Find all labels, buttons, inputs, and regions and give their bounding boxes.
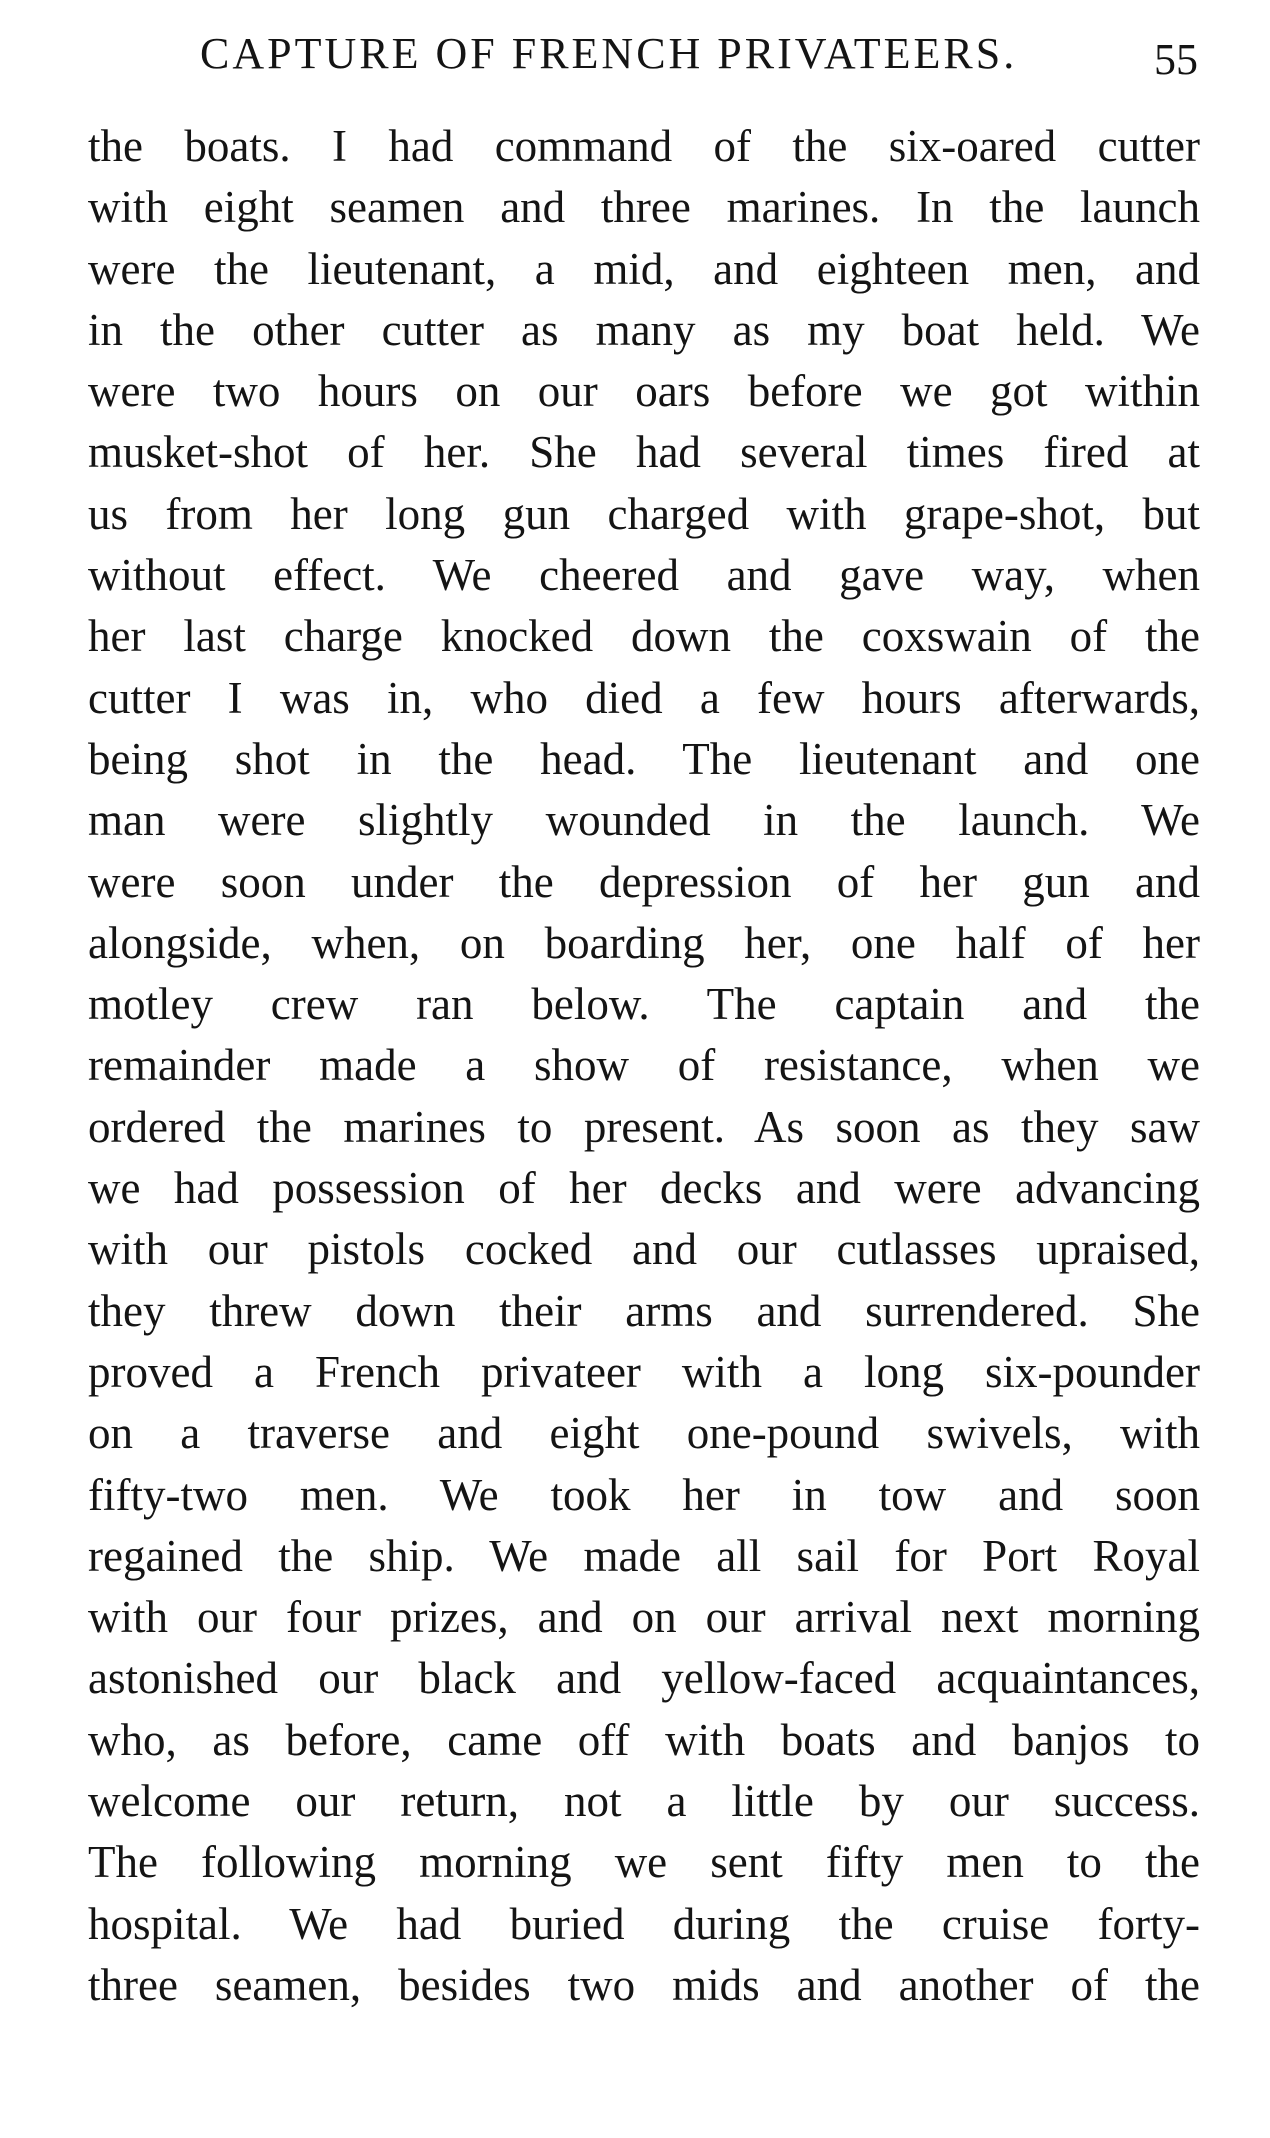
text-line: were the lieutenant, a mid, and eighteen men, and — [88, 243, 1200, 294]
body-text — [88, 116, 1200, 2016]
text-line: with our pistols cocked and our cutlasses upraised, — [88, 1224, 1200, 1275]
text-line: on a traverse and eight one-pound swivels, with — [88, 1408, 1200, 1459]
text-line: her last charge knocked down the coxswain of the — [88, 611, 1200, 662]
running-header — [88, 24, 1198, 84]
text-line: motley crew ran below. The captain and the — [88, 979, 1200, 1030]
text-line: without effect. We cheered and gave way, when — [88, 550, 1200, 601]
text-line: alongside, when, on boarding her, one half of her — [88, 917, 1200, 968]
text-line: they threw down their arms and surrendered. She — [88, 1285, 1200, 1336]
text-line: astonished our black and yellow-faced acquaintances, — [88, 1653, 1200, 1704]
text-line: who, as before, came off with boats and banjos to — [88, 1714, 1200, 1765]
text-line: us from her long gun charged with grape-shot, but — [88, 488, 1200, 539]
text-line: in the other cutter as many as my boat held. We — [88, 304, 1200, 355]
text-line: were soon under the depression of her gun and — [88, 856, 1200, 907]
page-number: 55 — [1154, 35, 1198, 84]
text-line: ordered the marines to present. As soon as they saw — [88, 1101, 1200, 1152]
text-line: fifty-two men. We took her in tow and soon — [88, 1469, 1200, 1520]
text-line: hospital. We had buried during the cruise forty- — [88, 1898, 1200, 1949]
text-line: welcome our return, not a little by our success. — [88, 1776, 1200, 1827]
text-line: cutter I was in, who died a few hours afterwards, — [88, 672, 1200, 723]
text-line: musket-shot of her. She had several times fired at — [88, 427, 1200, 478]
text-line: the boats. I had command of the six-oared cutter — [88, 121, 1200, 171]
text-line: regained the ship. We made all sail for Port Royal — [88, 1530, 1200, 1581]
text-line: with our four prizes, and on our arrival next morning — [88, 1592, 1200, 1643]
text-line: remainder made a show of resistance, when we — [88, 1040, 1200, 1091]
text-line: three seamen, besides two mids and another of the — [88, 1959, 1200, 2010]
text-line: proved a French privateer with a long six-pounder — [88, 1346, 1200, 1397]
text-line: were two hours on our oars before we got within — [88, 366, 1200, 417]
text-line: The following morning we sent fifty men to the — [88, 1837, 1200, 1888]
text-line: being shot in the head. The lieutenant and one — [88, 733, 1200, 784]
text-line: with eight seamen and three marines. In the launch — [88, 182, 1200, 233]
running-title: CAPTURE OF FRENCH PRIVATEERS. — [200, 29, 1018, 78]
text-line: man were slightly wounded in the launch. We — [88, 795, 1200, 846]
text-line: we had possession of her decks and were advancing — [88, 1163, 1200, 1214]
